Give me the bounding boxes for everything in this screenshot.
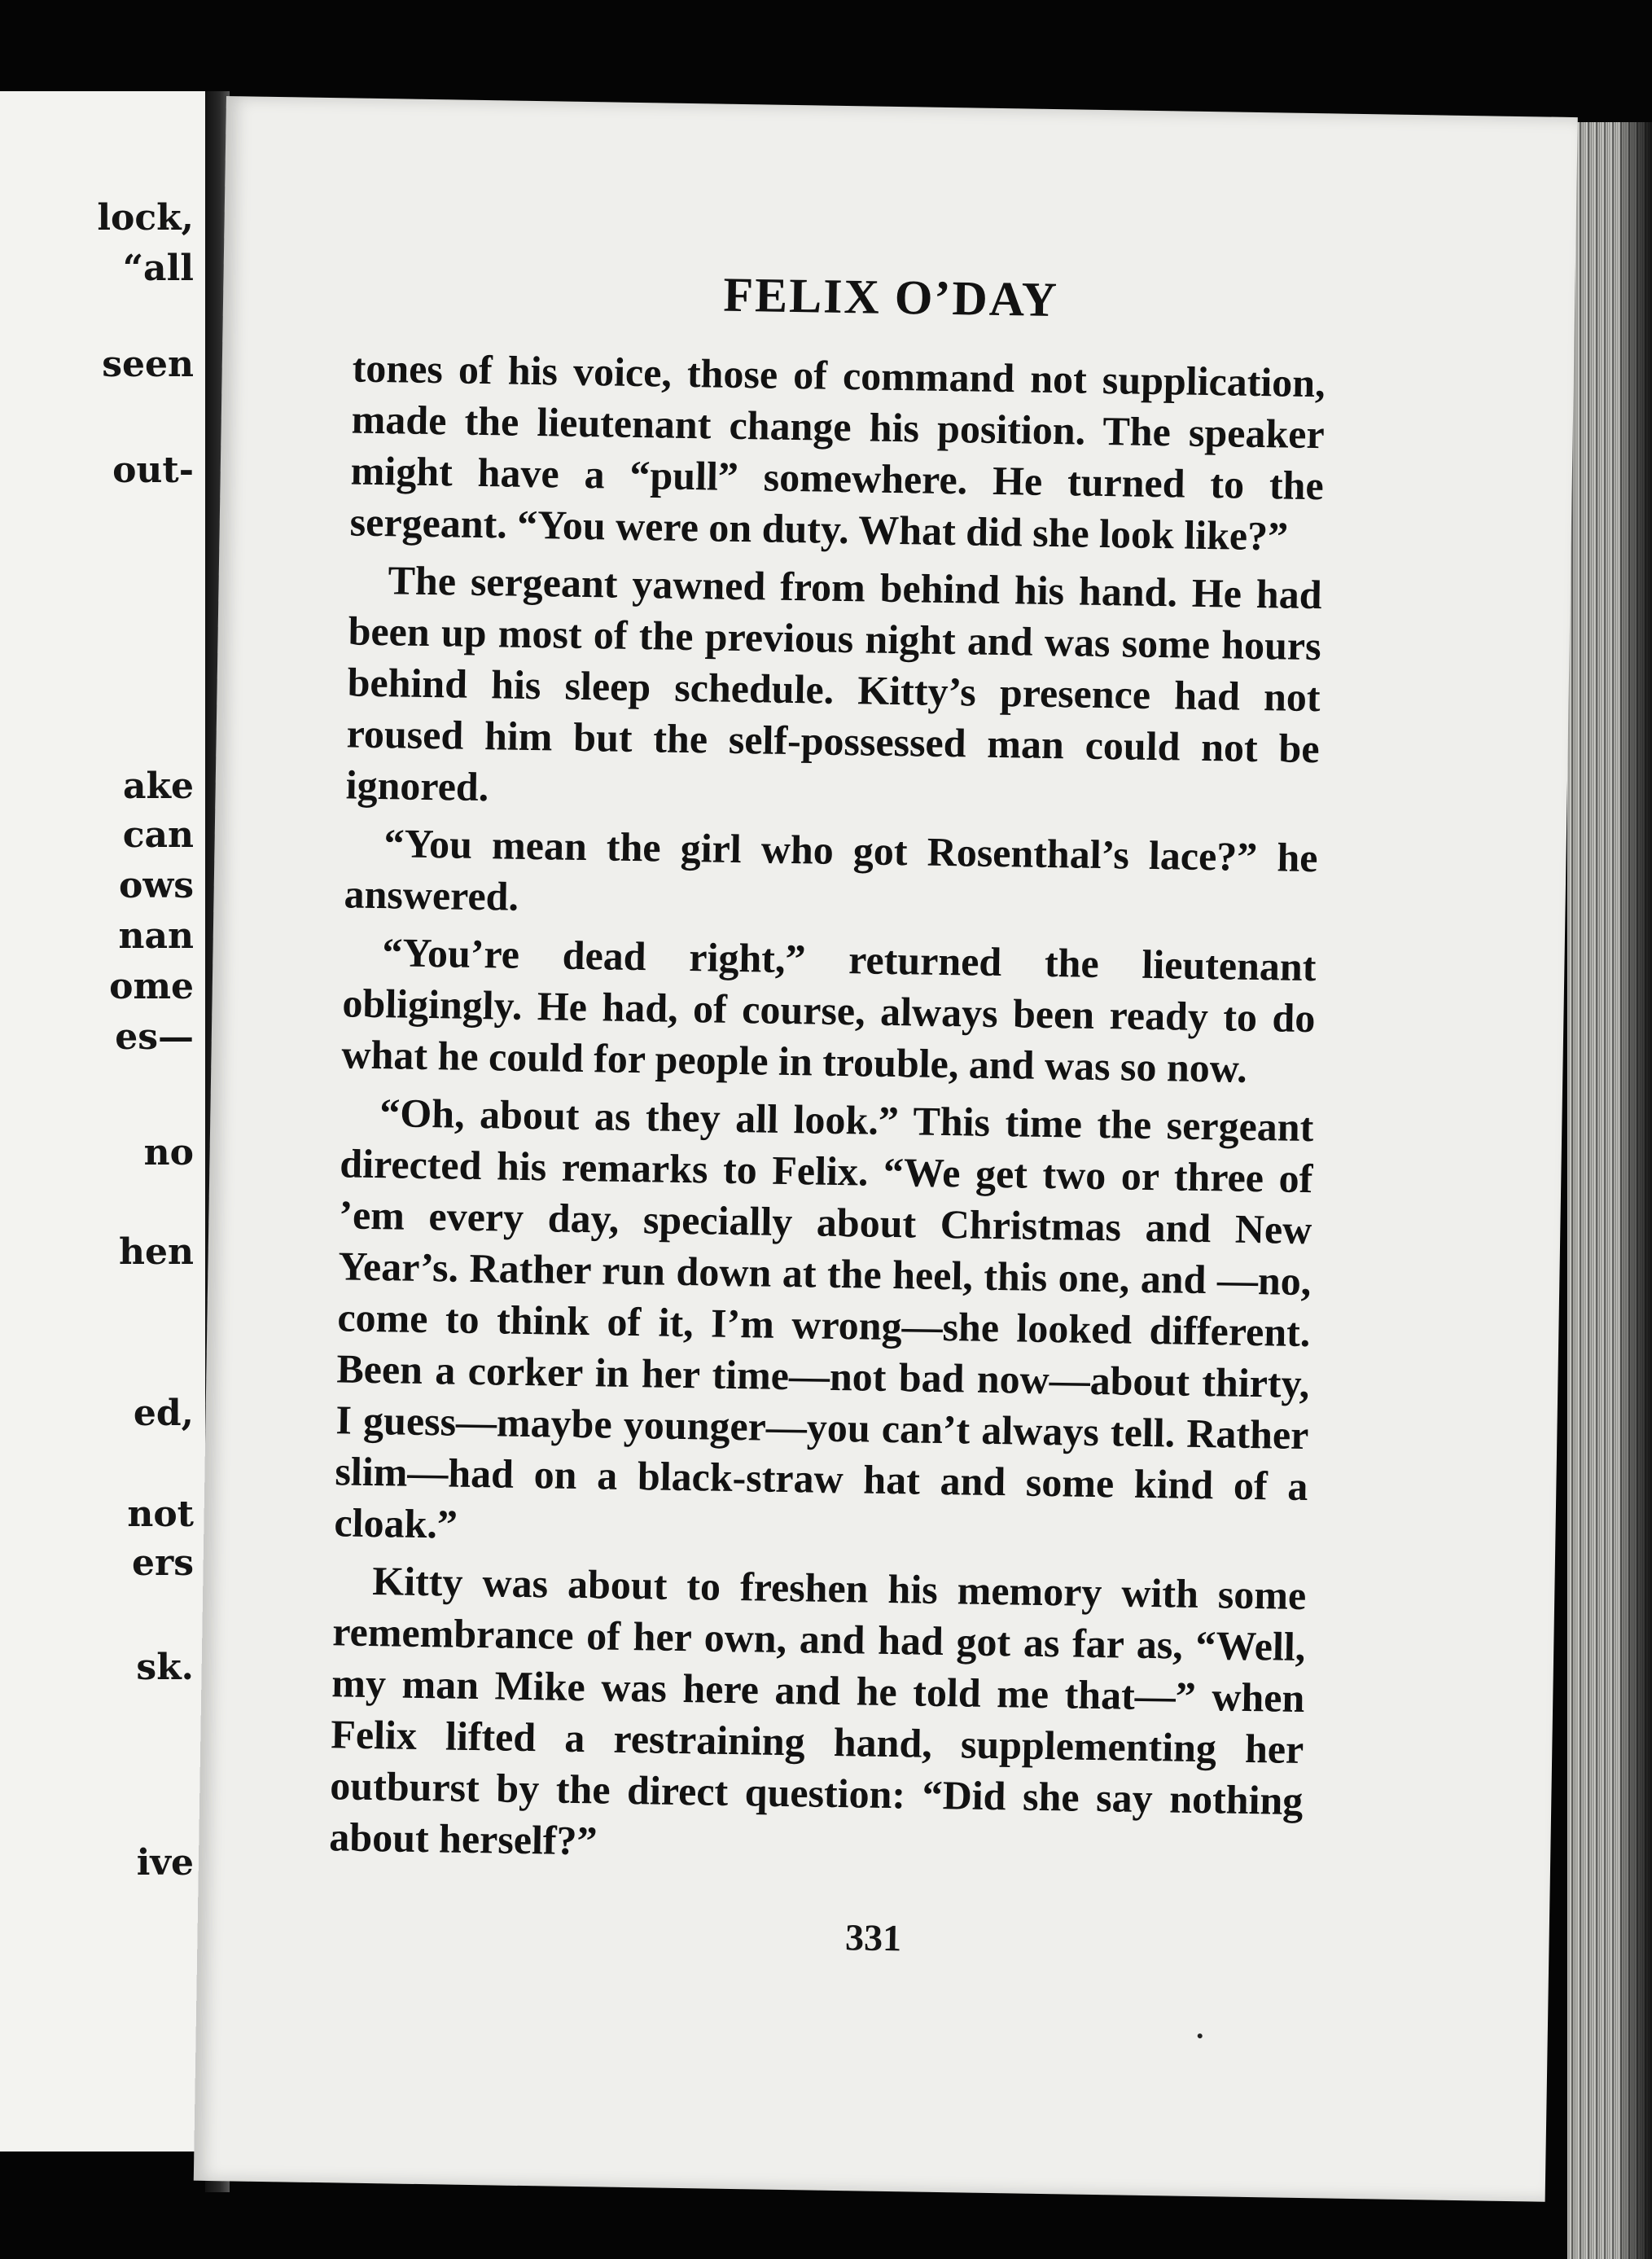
- left-text-fragment: sk.: [136, 1647, 194, 1688]
- left-text-fragment: ed,: [133, 1393, 194, 1434]
- left-text-fragment: ome: [109, 966, 194, 1007]
- left-text-fragment: lock,: [97, 197, 194, 239]
- left-text-fragment: nan: [118, 915, 194, 957]
- edge-shadow: [1619, 122, 1652, 2259]
- left-text-fragment: no: [143, 1132, 194, 1173]
- paragraph: The sergeant yawned from behind his hand. He had been up most of the previous night and was some hours behind his sleep schedule. Kitty’s presence had not roused him but the self-possessed man could not be ignored.: [345, 557, 1322, 810]
- left-text-fragment: ows: [119, 865, 194, 906]
- left-text-fragment: ers: [132, 1542, 194, 1584]
- paragraph: “Oh, about as they all look.” This time the sergeant directed his remarks to Felix. “We get two or three of ’em every day, specially about Christmas and New Year’s. Rather run down at the heel, this one, and —no, come to think of it, I’m wrong—she looked different. Been a corker in her time—not bad now—about thirty, I guess—maybe younger—you can’t always tell. Rather slim—had on a black-straw hat and some kind of a cloak.”: [334, 1090, 1314, 1547]
- page-number: 331: [844, 1916, 902, 1959]
- left-text-fragment: not: [127, 1494, 194, 1535]
- right-page: [194, 96, 1578, 2202]
- paragraph: Kitty was about to freshen his memory with some remembrance of her own, and had got as far as, “Well, my man Mike was here and he told me that—” when Felix lifted a restraining hand, supplementing her outburst by the direct question: “Did she say nothing about herself?”: [329, 1558, 1307, 1864]
- page-edge-stack: [1567, 122, 1652, 2259]
- left-text-fragment: out-: [112, 450, 194, 491]
- left-text-fragment: “all: [122, 248, 194, 289]
- paragraph: “You’re dead right,” returned the lieutenant obligingly. He had, of course, always been ready to do what he could for people in trouble, and was so now.: [341, 929, 1317, 1091]
- left-text-fragment: es—: [115, 1016, 194, 1058]
- left-text-fragment: can: [122, 814, 194, 856]
- left-text-fragment: ake: [123, 765, 194, 807]
- left-text-fragment: ive: [136, 1842, 194, 1884]
- ink-speck: [1198, 2033, 1203, 2038]
- paragraph: “You mean the girl who got Rosenthal’s lace?” he answered.: [344, 820, 1318, 919]
- left-text-fragment: seen: [102, 344, 194, 385]
- page-body: [329, 342, 1326, 1884]
- running-head: FELIX O’DAY: [722, 267, 1059, 327]
- left-text-fragment: hen: [119, 1231, 194, 1273]
- left-facing-page: [0, 91, 210, 2152]
- paragraph: tones of his voice, those of command not supplication, made the lieutenant change his position. The speaker might have a “pull” somewhere. He turned to the sergeant. “You were on duty. What did she look like?”: [349, 344, 1326, 559]
